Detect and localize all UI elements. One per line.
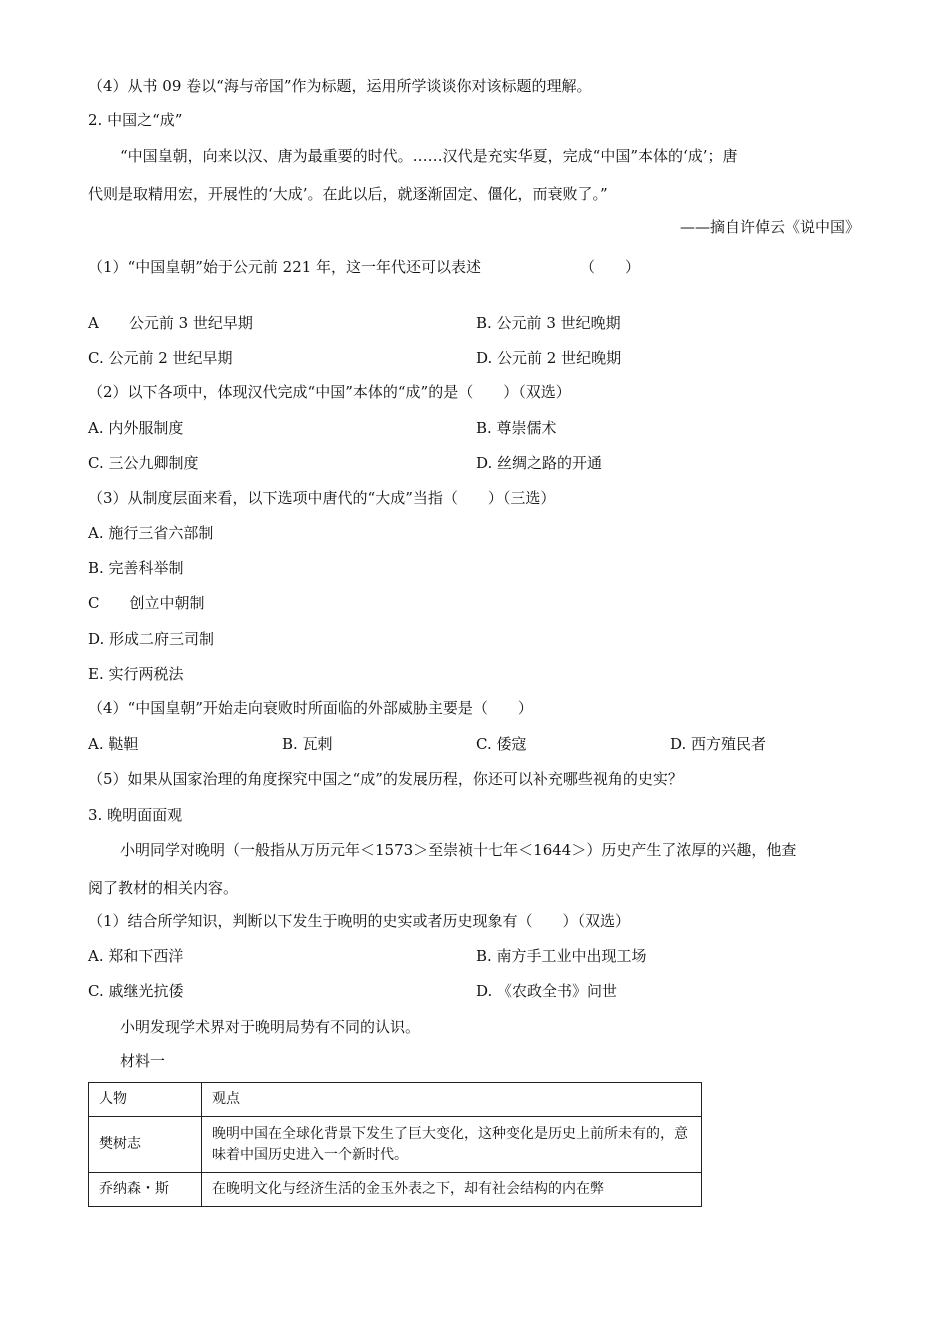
q2-quote-line1: “中国皇朝，向来以汉、唐为最重要的时代。……汉代是充实华夏，完成“中国”本体的‘成’；唐 xyxy=(120,147,738,165)
table-cell-view: 在晚明文化与经济生活的金玉外表之下，却有社会结构的内在弊 xyxy=(202,1173,702,1207)
q2-s3-option-b: B. 完善科举制 xyxy=(88,559,184,577)
q3-s1-option-d: D. 《农政全书》问世 xyxy=(476,982,618,1000)
q2-s2-option-a: A. 内外服制度 xyxy=(88,419,184,437)
q2-s3-option-a: A. 施行三省六部制 xyxy=(88,524,214,542)
q2-s4-option-d: D. 西方殖民者 xyxy=(670,735,767,753)
q2-s1-option-d: D. 公元前 2 世纪晚期 xyxy=(476,349,622,367)
q3-s1-option-c: C. 戚继光抗倭 xyxy=(88,982,184,1000)
q2-s2-option-c: C. 三公九卿制度 xyxy=(88,454,199,472)
q2-s2-option-b: B. 尊崇儒术 xyxy=(476,419,557,437)
q2-s2-stem: （2）以下各项中，体现汉代完成“中国”本体的“成”的是（ ）（双选） xyxy=(88,383,571,401)
table-row xyxy=(89,1173,702,1207)
q2-s4-option-b: B. 瓦剌 xyxy=(282,735,333,753)
table-cell-person: 樊树志 xyxy=(89,1117,202,1173)
q2-s4-option-c: C. 倭寇 xyxy=(476,735,527,753)
q2-s1-stem: （1）“中国皇朝”始于公元前 221 年，这一年代还可以表述 xyxy=(88,258,482,276)
q2-s1-option-b: B. 公元前 3 世纪晚期 xyxy=(476,314,621,332)
q3-s1-stem: （1）结合所学知识，判断以下发生于晚明的史实或者历史现象有（ ）（双选） xyxy=(88,912,631,930)
q2-s2-option-d: D. 丝绸之路的开通 xyxy=(476,454,603,472)
table-header-view: 观点 xyxy=(202,1083,702,1117)
q2-s4-option-a: A. 鞑靼 xyxy=(88,735,139,753)
q3-note: 小明发现学术界对于晚明局势有不同的认识。 xyxy=(120,1018,421,1036)
q2-s4-stem: （4）“中国皇朝”开始走向衰败时所面临的外部威胁主要是（ ） xyxy=(88,699,533,717)
q3-s1-option-a: A. 郑和下西洋 xyxy=(88,947,184,965)
q2-s1-option-c: C. 公元前 2 世纪早期 xyxy=(88,349,233,367)
material-label: 材料一 xyxy=(120,1052,166,1070)
table-header-person: 人物 xyxy=(89,1083,202,1117)
q2-s1-paren: （ ） xyxy=(580,258,641,276)
q2-s3-option-e: E. 实行两税法 xyxy=(88,665,184,683)
q1-item4: （4）从书 09 卷以“海与帝国”作为标题，运用所学谈谈你对该标题的理解。 xyxy=(88,77,592,95)
q2-title: 2. 中国之“成” xyxy=(88,111,183,129)
q3-s1-option-b: B. 南方手工业中出现工场 xyxy=(476,947,647,965)
q3-title: 3. 晚明面面观 xyxy=(88,806,183,824)
q2-s3-option-d: D. 形成二府三司制 xyxy=(88,630,215,648)
q2-s1-option-a: A 公元前 3 世纪早期 xyxy=(88,314,253,332)
material-table xyxy=(88,1082,702,1207)
q3-intro-line2: 阅了教材的相关内容。 xyxy=(88,879,239,897)
q2-s5-stem: （5）如果从国家治理的角度探究中国之“成”的发展历程，你还可以补充哪些视角的史实？ xyxy=(88,770,683,788)
q2-s3-stem: （3）从制度层面来看，以下选项中唐代的“大成”当指（ ）（三选） xyxy=(88,489,556,507)
q2-source: ——摘自许倬云《说中国》 xyxy=(679,218,860,236)
table-cell-view: 晚明中国在全球化背景下发生了巨大变化，这种变化是历史上前所未有的，意味着中国历史进入一个新时代。 xyxy=(202,1117,702,1173)
table-cell-person: 乔纳森・斯 xyxy=(89,1173,202,1207)
table-header-row xyxy=(89,1083,702,1117)
q3-intro-line1: 小明同学对晚明（一般指从万历元年＜1573＞至崇祯十七年＜1644＞）历史产生了浓厚的兴趣，他查 xyxy=(120,841,797,859)
table-row xyxy=(89,1117,702,1173)
q2-s3-option-c: C 创立中朝制 xyxy=(88,594,205,612)
q2-quote-line2: 代则是取精用宏，开展性的‘大成’。在此以后，就逐渐固定、僵化，而衰败了。” xyxy=(88,185,608,203)
